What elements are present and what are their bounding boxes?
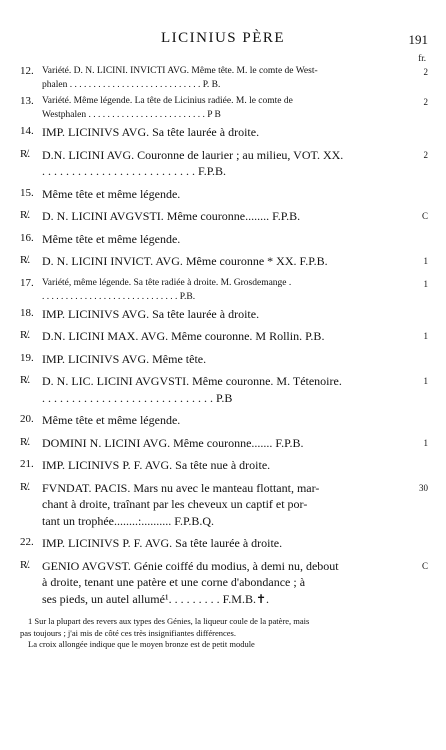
entry-value: 1 [423, 376, 428, 386]
entry-value: C [421, 560, 428, 571]
entry-text-line: à droite, tenant une patère et une corne d'abondance ; à [42, 575, 306, 589]
entry-text-line: D. N. LICINI INVICT. AVG. Même couronne * XX. F.P.B. [42, 254, 328, 268]
entry-number: R̸. [20, 480, 31, 493]
entry-value [400, 457, 428, 460]
entry-description [42, 253, 400, 270]
entry-number: 14. [20, 125, 34, 137]
entry-value: 1 [423, 437, 428, 448]
entry-text-line: Variété. D. N. LICINI. INVICTI AVG. Même tête. M. le comte de West- [42, 66, 318, 76]
entry-number: 18. [20, 306, 34, 319]
entry-description [42, 231, 400, 248]
entry-text-line: . . . . . . . . . . . . . . . . . . . . . . . . . . . . . P.B [42, 390, 233, 405]
entry-text-line: IMP. LICINIVS AVG. Sa tête laurée à droite. [42, 306, 260, 321]
entry-value [400, 306, 428, 309]
entry-description [42, 435, 400, 452]
entry-value: C [421, 211, 428, 221]
entry-text-line: Variété, même légende. Sa tête radiée à droite. M. Grosdemange . [42, 277, 292, 288]
entry-description [42, 208, 400, 225]
coin-entry [20, 328, 428, 345]
entry-number: 21. [20, 458, 34, 470]
entry-number: 15. [20, 186, 34, 199]
entry-description [42, 276, 400, 304]
entry-text-line: Variété. Même légende. La tête de Licinius radiée. M. le comte de [42, 96, 293, 106]
entry-description [42, 147, 400, 180]
entry-text-line: DOMINI N. LICINI AVG. Même couronne....... F.P.B. [42, 435, 304, 450]
entry-description [42, 480, 400, 530]
coin-entry [20, 124, 428, 141]
entry-value [400, 412, 428, 415]
entry-number: R̸. [20, 254, 31, 266]
entry-text-line: ses pieds, un autel allumé¹. . . . . . . . . F.M.B.✝. [42, 591, 270, 606]
entry-number: R̸. [20, 435, 31, 448]
entry-text-line: Westphalen . . . . . . . . . . . . . . . . . . . . . . . . . P B [42, 110, 221, 120]
entry-value [400, 124, 428, 127]
entry-text-line: Même tête et même légende. [42, 413, 181, 427]
entry-description [42, 457, 400, 474]
value-column-label: fr. [418, 53, 426, 63]
coin-entry [20, 94, 428, 122]
entry-value: 30 [419, 482, 428, 493]
entry-number: 17. [20, 276, 34, 289]
footnote-line: La croix allongée indique que le moyen bronze est de petit module [28, 639, 255, 649]
entry-number: R̸. [20, 209, 31, 221]
entry-description [42, 306, 400, 323]
entry-text-line: Même tête et même légende. [42, 231, 181, 246]
entry-text-line: phalen . . . . . . . . . . . . . . . . . . . . . . . . . . . . P. B. [42, 80, 221, 90]
coin-entry [20, 412, 428, 429]
entry-number: 22. [20, 536, 34, 548]
page-number: 191 [408, 32, 428, 47]
coin-entry-list [20, 64, 428, 613]
entry-number: 13. [20, 95, 34, 107]
entry-text-line: tant un trophée........:.......... F.P.B.Q. [42, 513, 215, 528]
coin-entry [20, 457, 428, 474]
coin-entry [20, 306, 428, 323]
coin-entry [20, 535, 428, 552]
entry-description [42, 351, 400, 368]
coin-entry [20, 558, 428, 608]
entry-number: 20. [20, 413, 34, 425]
entry-description [42, 373, 400, 406]
entry-description [42, 186, 400, 203]
entry-number: 16. [20, 231, 34, 244]
entry-value [400, 351, 428, 354]
entry-value: 2 [423, 97, 428, 107]
entry-text-line: IMP. LICINIVS AVG. Sa tête laurée à droite. [42, 125, 260, 139]
entry-text-line: Même tête et même légende. [42, 186, 181, 201]
entry-text-line: IMP. LICINIVS P. F. AVG. Sa tête laurée à droite. [42, 536, 283, 550]
coin-entry [20, 231, 428, 248]
entry-text-line: IMP. LICINIVS P. F. AVG. Sa tête nue à droite. [42, 458, 271, 472]
coin-entry [20, 147, 428, 180]
entry-description [42, 64, 400, 92]
entry-value: 2 [423, 149, 428, 160]
coin-entry [20, 373, 428, 406]
footnote-line: 1 Sur la plupart des revers aux types des Génies, la liqueur coule de la patère, mais [28, 616, 310, 626]
coin-entry [20, 435, 428, 452]
coin-entry [20, 276, 428, 304]
entry-value [400, 186, 428, 189]
entry-description [42, 535, 400, 552]
entry-text-line: D.N. LICINI MAX. AVG. Même couronne. M Rollin. P.B. [42, 329, 325, 343]
entry-text-line: D.N. LICINI AVG. Couronne de laurier ; au milieu, VOT. XX. [42, 147, 344, 162]
entry-text-line: FVNDAT. PACIS. Mars nu avec le manteau flottant, mar- [42, 480, 320, 495]
entry-text-line: chant à droite, traînant par les cheveux un captif et por- [42, 497, 308, 511]
entry-description [42, 412, 400, 429]
entry-text-line: . . . . . . . . . . . . . . . . . . . . . . . . . . F.P.B. [42, 164, 227, 178]
entry-text-line: D. N. LIC. LICINI AVGVSTI. Même couronne. M. Tétenoire. [42, 374, 342, 388]
entry-number: R̸. [20, 147, 31, 160]
entry-value: 1 [423, 331, 428, 341]
coin-entry [20, 208, 428, 225]
coin-entry [20, 186, 428, 203]
entry-text-line: D. N. LICINI AVGVSTI. Même couronne........ F.P.B. [42, 209, 301, 223]
entry-value: 2 [423, 67, 428, 77]
entry-number: R̸. [20, 374, 31, 386]
entry-value: 1 [423, 256, 428, 266]
entry-text-line: GENIO AVGVST. Génie coiffé du modius, à demi nu, debout [42, 558, 339, 573]
entry-text-line: IMP. LICINIVS AVG. Même tête. [42, 351, 207, 366]
entry-number: R̸. [20, 329, 31, 341]
running-title: LICINIUS PÈRE [160, 30, 286, 46]
entry-value: 1 [423, 278, 428, 289]
coin-entry [20, 64, 428, 92]
entry-number: R̸. [20, 558, 31, 571]
entry-description [42, 328, 400, 345]
entry-number: 19. [20, 351, 34, 364]
footnotes [20, 616, 428, 651]
entry-text-line: . . . . . . . . . . . . . . . . . . . . . . . . . . . . . P.B. [42, 291, 196, 302]
entry-description [42, 558, 400, 608]
coin-entry [20, 351, 428, 368]
entry-description [42, 94, 400, 122]
entry-value [400, 231, 428, 234]
coin-entry [20, 480, 428, 530]
footnote-line: pas toujours ; j'ai mis de côté ces très insignifiantes différences. [20, 627, 236, 638]
entry-value [400, 535, 428, 538]
entry-number: 12. [20, 65, 34, 77]
entry-description [42, 124, 400, 141]
coin-entry [20, 253, 428, 270]
